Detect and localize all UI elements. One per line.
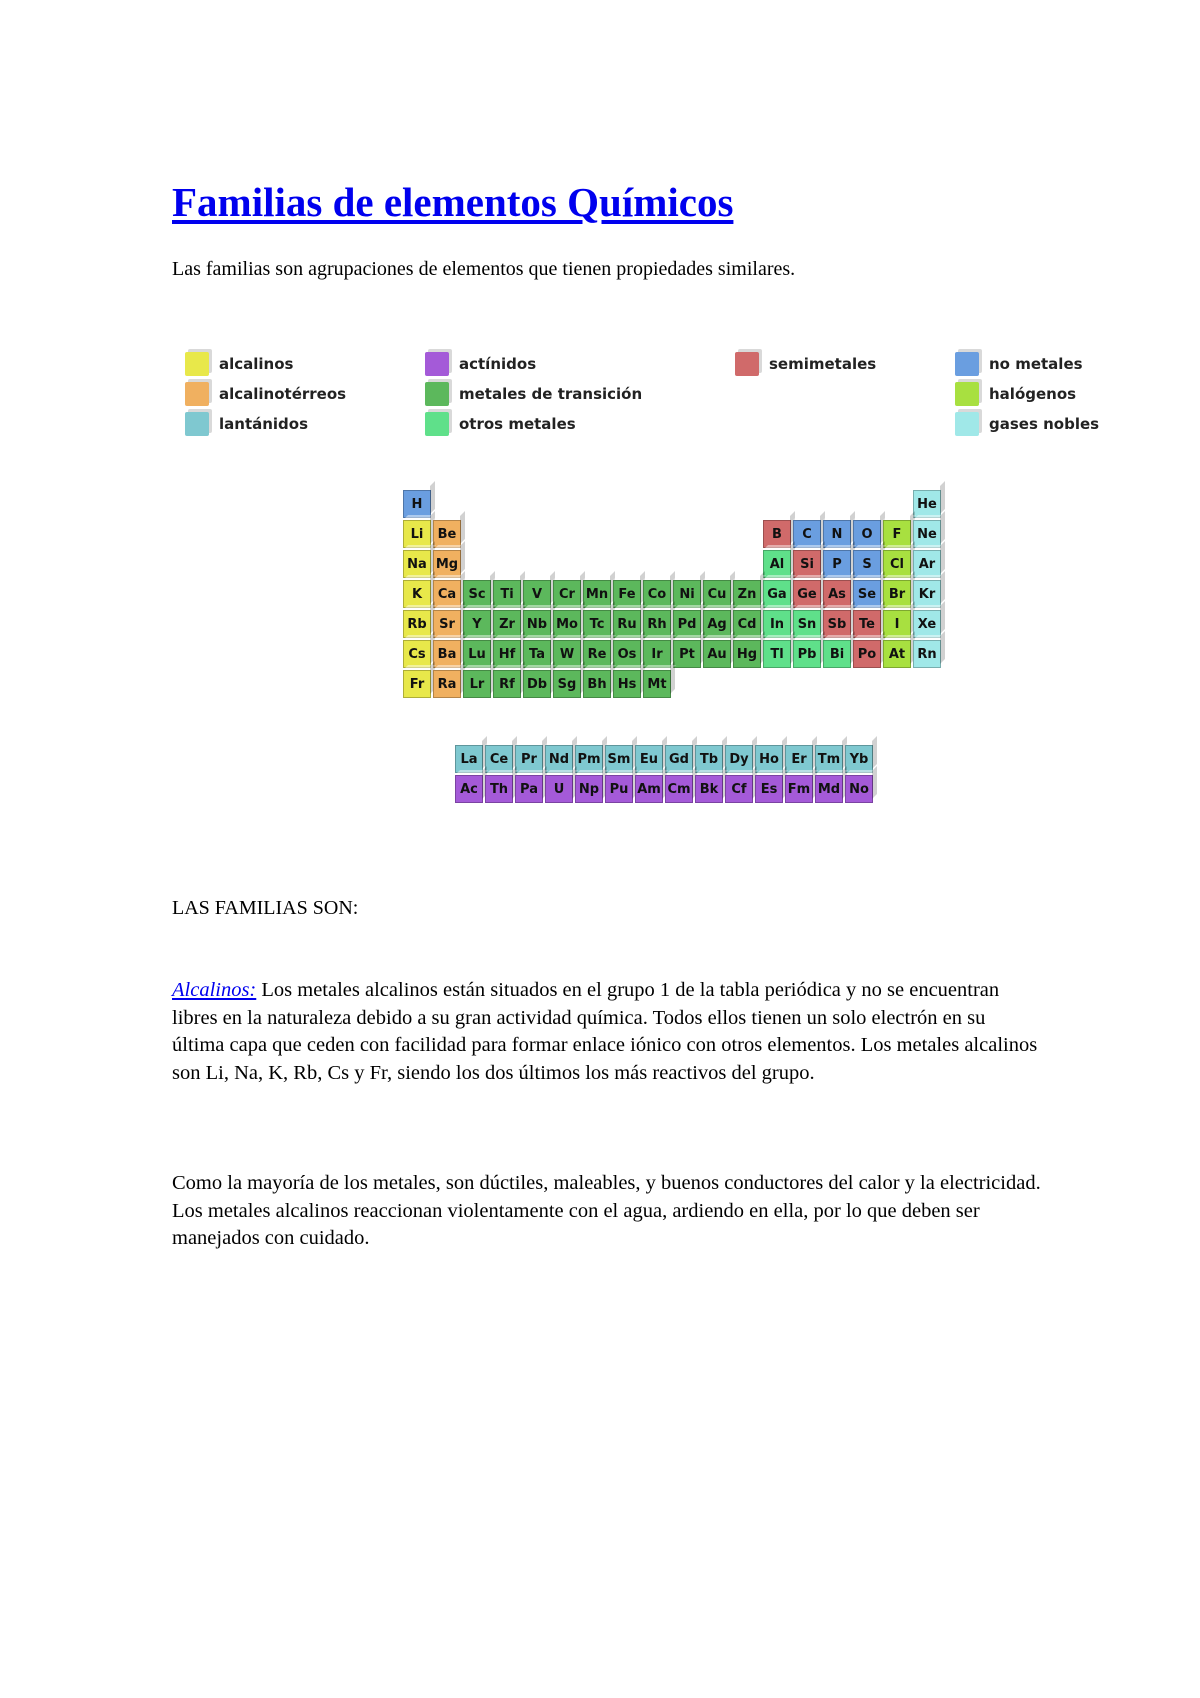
- element-cell: Mg: [433, 550, 461, 578]
- element-cell: Ru: [613, 610, 641, 638]
- element-cell: Cu: [703, 580, 731, 608]
- element-cell: Nd: [545, 745, 573, 773]
- element-cell: Cs: [403, 640, 431, 668]
- element-cell: Br: [883, 580, 911, 608]
- element-cell: In: [763, 610, 791, 638]
- alcalinos-paragraph: [172, 977, 1042, 1087]
- element-cell: Ra: [433, 670, 461, 698]
- element-cell: Pu: [605, 775, 633, 803]
- element-cell: Tc: [583, 610, 611, 638]
- element-cell: C: [793, 520, 821, 548]
- properties-paragraph: Como la mayoría de los metales, son dúctiles, maleables, y buenos conductores del calor y la electricidad. Los metales alcalinos reaccionan violentamente con el agua, ardiendo en ella, por lo que deben ser manejados con cuidado.: [172, 1172, 1041, 1249]
- element-cell: W: [553, 640, 581, 668]
- legend-swatch: [955, 412, 979, 436]
- element-cell: Dy: [725, 745, 753, 773]
- element-cell: Ni: [673, 580, 701, 608]
- element-cell: Kr: [913, 580, 941, 608]
- element-cell: Np: [575, 775, 603, 803]
- element-cell: Cd: [733, 610, 761, 638]
- element-cell: Sc: [463, 580, 491, 608]
- legend-swatch: [735, 352, 759, 376]
- element-cell: Re: [583, 640, 611, 668]
- element-cell: Yb: [845, 745, 873, 773]
- legend-swatch: [185, 352, 209, 376]
- element-cell: Md: [815, 775, 843, 803]
- element-cell: Rh: [643, 610, 671, 638]
- element-cell: Be: [433, 520, 461, 548]
- element-cell: N: [823, 520, 851, 548]
- element-cell: Tl: [763, 640, 791, 668]
- alcalinos-text: Los metales alcalinos están situados en el grupo 1 de la tabla periódica y no se encuentran libres en la naturaleza debido a su gran actividad química. Todos ellos tienen un solo electrón en su última capa que ceden con facilidad para formar enlace iónico con otros elementos. Los metales alcalinos son Li, Na, K, Rb, Cs y Fr, siendo los dos últimos los más reactivos del grupo.: [172, 979, 1038, 1084]
- legend-label: alcalinos: [219, 355, 294, 373]
- legend-item: [185, 380, 346, 408]
- element-cell: Mn: [583, 580, 611, 608]
- element-cell: Ar: [913, 550, 941, 578]
- element-cell: Fr: [403, 670, 431, 698]
- element-cell: Cl: [883, 550, 911, 578]
- element-cell: Bi: [823, 640, 851, 668]
- legend-label: otros metales: [459, 415, 576, 433]
- element-cell: Cm: [665, 775, 693, 803]
- legend-label: alcalinotérreos: [219, 385, 347, 403]
- legend-label: actínidos: [459, 355, 537, 373]
- element-cell: Ir: [643, 640, 671, 668]
- element-cell: Pt: [673, 640, 701, 668]
- element-cell: Bk: [695, 775, 723, 803]
- legend-label: gases nobles: [989, 415, 1100, 433]
- element-cell: Os: [613, 640, 641, 668]
- element-cell: Sr: [433, 610, 461, 638]
- element-cell: Sn: [793, 610, 821, 638]
- element-cell: Fm: [785, 775, 813, 803]
- element-cell: U: [545, 775, 573, 803]
- element-cell: Fe: [613, 580, 641, 608]
- element-cell: Au: [703, 640, 731, 668]
- element-cell: Tb: [695, 745, 723, 773]
- element-cell: Sm: [605, 745, 633, 773]
- element-cell: Cf: [725, 775, 753, 803]
- legend-item: [425, 380, 642, 408]
- section-heading: LAS FAMILIAS SON:: [172, 897, 359, 919]
- element-cell: Li: [403, 520, 431, 548]
- legend-label: metales de transición: [459, 385, 643, 403]
- element-cell: Am: [635, 775, 663, 803]
- element-cell: Rn: [913, 640, 941, 668]
- element-cell: Xe: [913, 610, 941, 638]
- legend-item: [185, 350, 293, 378]
- element-cell: S: [853, 550, 881, 578]
- element-cell: Cr: [553, 580, 581, 608]
- element-cell: Pm: [575, 745, 603, 773]
- alcalinos-link[interactable]: Alcalinos:: [172, 979, 257, 1001]
- element-cell: As: [823, 580, 851, 608]
- legend-swatch: [425, 382, 449, 406]
- element-cell: Ta: [523, 640, 551, 668]
- element-cell: Th: [485, 775, 513, 803]
- element-cell: Na: [403, 550, 431, 578]
- element-cell: Hs: [613, 670, 641, 698]
- element-cell: Ba: [433, 640, 461, 668]
- element-cell: Gd: [665, 745, 693, 773]
- legend-item: [955, 380, 1076, 408]
- element-cell: Zn: [733, 580, 761, 608]
- element-cell: Hg: [733, 640, 761, 668]
- legend-item: [955, 350, 1083, 378]
- legend-item: [185, 410, 308, 438]
- legend-swatch: [425, 412, 449, 436]
- element-cell: Ne: [913, 520, 941, 548]
- element-cell: Co: [643, 580, 671, 608]
- element-cell: Pd: [673, 610, 701, 638]
- legend-swatch: [955, 352, 979, 376]
- element-cell: Sg: [553, 670, 581, 698]
- element-cell: Ga: [763, 580, 791, 608]
- legend-label: lantánidos: [219, 415, 309, 433]
- legend-swatch: [185, 412, 209, 436]
- element-cell: Rb: [403, 610, 431, 638]
- element-cell: Zr: [493, 610, 521, 638]
- element-cell: O: [853, 520, 881, 548]
- element-cell: Mo: [553, 610, 581, 638]
- element-cell: Hf: [493, 640, 521, 668]
- element-cell: Lu: [463, 640, 491, 668]
- element-cell: Ac: [455, 775, 483, 803]
- element-cell: At: [883, 640, 911, 668]
- element-cell: Y: [463, 610, 491, 638]
- element-cell: Tm: [815, 745, 843, 773]
- element-cell: Mt: [643, 670, 671, 698]
- element-cell: I: [883, 610, 911, 638]
- element-cell: V: [523, 580, 551, 608]
- legend-item: [425, 350, 536, 378]
- element-cell: He: [913, 490, 941, 518]
- periodic-table-figure: [175, 340, 1135, 820]
- legend-item: [955, 410, 1099, 438]
- legend-swatch: [955, 382, 979, 406]
- element-cell: Nb: [523, 610, 551, 638]
- legend-item: [425, 410, 576, 438]
- intro-text: Las familias son agrupaciones de elementos que tienen propiedades similares.: [172, 258, 796, 280]
- element-cell: Ce: [485, 745, 513, 773]
- element-cell: K: [403, 580, 431, 608]
- element-cell: F: [883, 520, 911, 548]
- element-cell: Po: [853, 640, 881, 668]
- element-cell: Db: [523, 670, 551, 698]
- element-cell: Pr: [515, 745, 543, 773]
- element-cell: Pb: [793, 640, 821, 668]
- legend-swatch: [185, 382, 209, 406]
- element-cell: Rf: [493, 670, 521, 698]
- legend-item: [735, 350, 876, 378]
- element-cell: H: [403, 490, 431, 518]
- element-cell: Sb: [823, 610, 851, 638]
- legend-label: semimetales: [769, 355, 877, 373]
- element-cell: Er: [785, 745, 813, 773]
- page-title[interactable]: Familias de elementos Químicos: [172, 179, 734, 225]
- legend-label: halógenos: [989, 385, 1077, 403]
- legend-swatch: [425, 352, 449, 376]
- element-cell: Lr: [463, 670, 491, 698]
- element-cell: Al: [763, 550, 791, 578]
- element-cell: Ca: [433, 580, 461, 608]
- element-cell: No: [845, 775, 873, 803]
- element-cell: Ge: [793, 580, 821, 608]
- element-cell: La: [455, 745, 483, 773]
- element-cell: Eu: [635, 745, 663, 773]
- element-cell: Bh: [583, 670, 611, 698]
- element-cell: Ag: [703, 610, 731, 638]
- element-cell: Pa: [515, 775, 543, 803]
- element-cell: Te: [853, 610, 881, 638]
- element-cell: Es: [755, 775, 783, 803]
- element-cell: Ti: [493, 580, 521, 608]
- element-cell: P: [823, 550, 851, 578]
- element-cell: B: [763, 520, 791, 548]
- element-cell: Ho: [755, 745, 783, 773]
- element-cell: Se: [853, 580, 881, 608]
- legend-label: no metales: [989, 355, 1083, 373]
- element-cell: Si: [793, 550, 821, 578]
